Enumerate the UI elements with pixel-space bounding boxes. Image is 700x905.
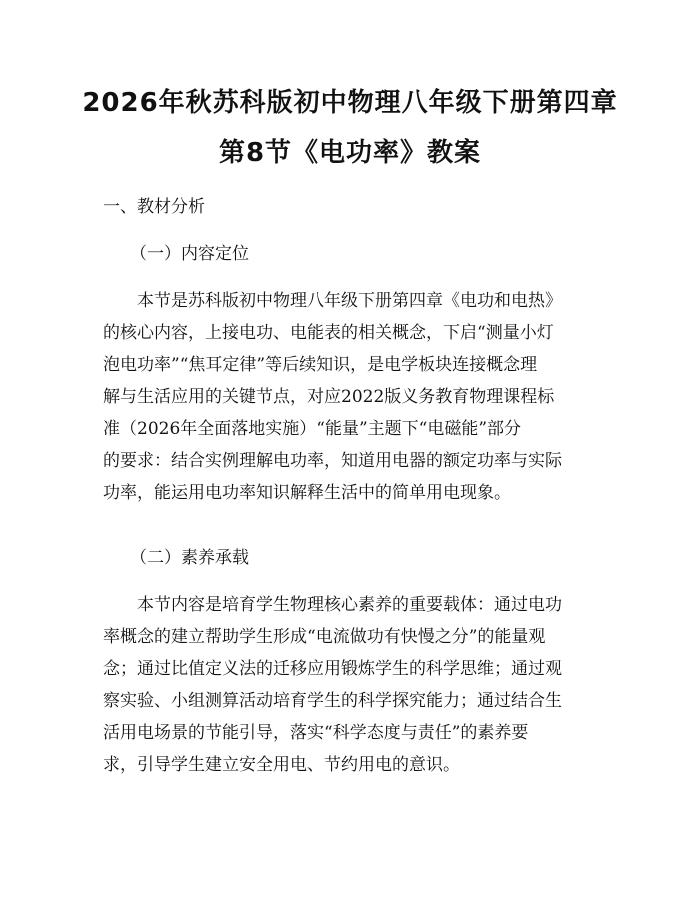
paragraph-line: 察实验、小组测算活动培育学生的科学探究能力；通过结合生 [103, 691, 562, 711]
subsection-heading-literacy-support: （二）素养承载 [130, 548, 249, 568]
paragraph-line: 求，引导学生建立安全用电、节约用电的意识。 [103, 755, 460, 775]
document-title-line-1: 2026年秋苏科版初中物理八年级下册第四章 [82, 88, 618, 118]
paragraph-content-positioning [103, 285, 603, 509]
paragraph-line: 本节是苏科版初中物理八年级下册第四章《电功和电热》 [137, 291, 562, 311]
paragraph-line: 的要求：结合实例理解电功率，知道用电器的额定功率与实际 [103, 451, 562, 471]
paragraph-line: 本节内容是培育学生物理核心素养的重要载体：通过电功 [137, 595, 562, 615]
paragraph-line: 念；通过比值定义法的迁移应用锻炼学生的科学思维；通过观 [103, 659, 562, 679]
subsection-heading-content-positioning: （一）内容定位 [130, 244, 249, 264]
document-title-line-2: 第8节《电功率》教案 [218, 138, 482, 168]
paragraph-line: 率概念的建立帮助学生形成“电流做功有快慢之分”的能量观 [103, 627, 546, 647]
paragraph-literacy-support [103, 589, 603, 781]
paragraph-line: 功率，能运用电功率知识解释生活中的简单用电现象。 [103, 483, 511, 503]
paragraph-line: 的核心内容，上接电功、电能表的相关概念，下启“测量小灯 [103, 323, 554, 343]
paragraph-line: 泡电功率”“焦耳定律”等后续知识，是电学板块连接概念理 [103, 355, 538, 375]
paragraph-line: 准（2026年全面落地实施）“能量”主题下“电磁能”部分 [103, 419, 522, 439]
paragraph-line: 解与生活应用的关键节点，对应2022版义务教育物理课程标 [103, 387, 555, 407]
section-heading-textbook-analysis: 一、教材分析 [103, 197, 205, 217]
paragraph-line: 活用电场景的节能引导，落实“科学态度与责任”的素养要 [103, 723, 529, 743]
